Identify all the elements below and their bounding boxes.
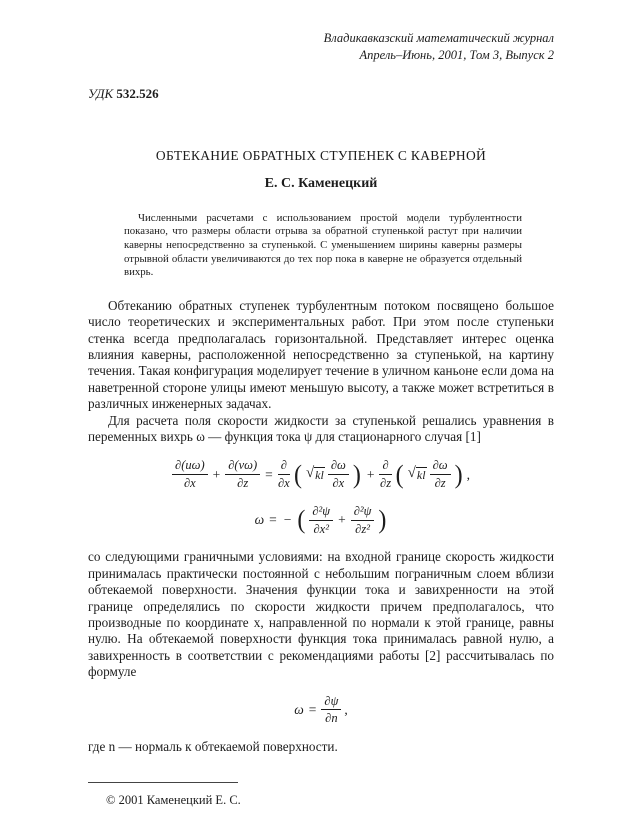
equals-sign: =	[269, 512, 277, 528]
equals-sign: =	[265, 466, 273, 482]
fraction-denominator: ∂n	[325, 711, 338, 726]
omega-symbol: ω	[254, 512, 265, 528]
plus-operator: +	[338, 512, 346, 528]
paper-title: ОБТЕКАНИЕ ОБРАТНЫХ СТУПЕНЕК С КАВЕРНОЙ	[155, 147, 487, 163]
fraction-denominator: ∂z	[434, 476, 446, 491]
fraction	[278, 458, 290, 491]
paragraph-normal-note: где n — нормаль к обтекаемой поверхности.	[88, 739, 338, 755]
fraction-denominator: ∂z²	[355, 521, 370, 536]
fraction-numerator: ∂ω	[430, 458, 451, 475]
left-paren: (	[395, 460, 404, 490]
equation-wall-vorticity	[88, 694, 554, 727]
fraction-denominator: ∂x²	[313, 521, 329, 536]
radicand: kl	[416, 467, 426, 482]
fraction-numerator: ∂ψ	[321, 694, 341, 711]
plus-operator: +	[366, 466, 375, 482]
equation-comma: ,	[466, 466, 470, 482]
right-paren: )	[352, 460, 361, 490]
udk-code	[88, 86, 554, 102]
plus-operator: +	[212, 466, 221, 482]
fraction	[321, 694, 341, 727]
journal-issue: Апрель–Июнь, 2001, Том 3, Выпуск 2	[359, 47, 554, 62]
right-paren: )	[378, 505, 387, 535]
radical-sign: √	[305, 464, 315, 481]
fraction-numerator: ∂(uω)	[172, 458, 208, 475]
author-name: Е. С. Каменецкий	[264, 175, 378, 191]
fraction-denominator: ∂x	[277, 476, 290, 491]
equals-sign: =	[308, 701, 317, 717]
equation-stream-function	[88, 504, 554, 537]
radical-sign: √	[407, 464, 416, 481]
equation-vorticity-transport	[88, 458, 554, 491]
minus-sign: −	[283, 512, 292, 528]
copyright-line: © 2001 Каменецкий Е. С.	[106, 792, 241, 807]
fraction-numerator: ∂ω	[328, 458, 349, 475]
equation-comma: ,	[344, 701, 348, 717]
fraction	[309, 504, 333, 537]
square-root	[407, 464, 427, 483]
radicand: kl	[315, 467, 324, 482]
omega-symbol: ω	[294, 701, 304, 717]
journal-header	[88, 30, 554, 64]
left-paren: (	[293, 460, 302, 490]
paragraph-boundary-conditions: со следующими граничными условиями: на входной границе скорость жидкости принималась практически постоянной с небольшим пограничным слоем вблизи обтекаемой поверхности. Значения функции тока и завихренности на этой границе определялись по скорости жидкости причем предполагалось, что производные по координате x, направленной по нормали к этой границе, равны нулю. На обтекаемой поверхности функция тока принималась равной нулю, а завихренность в соответствии с рекомендациями работы [2] рассчитывалась по формуле	[88, 549, 554, 680]
square-root	[305, 464, 325, 483]
fraction-numerator: ∂(vω)	[225, 458, 260, 475]
fraction-numerator: ∂²ψ	[351, 504, 375, 521]
fraction	[351, 504, 375, 537]
right-paren: )	[454, 460, 463, 490]
left-paren: (	[297, 505, 306, 535]
abstract: Численными расчетами с использованием простой модели турбулентности показано, что размеры области отрыва за обратной ступенькой растут при наличии каверны непосредственно за ступенькой. С уменьшением ширины каверны размеры отрывной области увеличиваются до тех пор пока в каверне не образуется отдельный вихрь.	[124, 211, 522, 279]
footnote-rule	[88, 782, 238, 783]
fraction-denominator: ∂x	[183, 476, 196, 491]
fraction	[172, 458, 208, 491]
journal-name: Владикавказский математический журнал	[323, 31, 554, 45]
fraction-numerator: ∂²ψ	[309, 504, 333, 521]
fraction	[430, 458, 451, 491]
fraction-numerator: ∂	[379, 458, 391, 475]
udk-label: УДК	[88, 85, 114, 101]
paragraph-method: Для расчета поля скорости жидкости за ступенькой решались уравнения в переменных вихрь ω — функция тока ψ для стационарного случая [1]	[88, 412, 554, 444]
page-footer	[88, 782, 554, 808]
fraction-denominator: ∂z	[380, 476, 392, 491]
fraction	[379, 458, 391, 491]
fraction-denominator: ∂x	[332, 476, 345, 491]
fraction	[328, 458, 349, 491]
fraction-numerator: ∂	[278, 458, 290, 475]
paragraph-introduction: Обтеканию обратных ступенек турбулентным потоком посвящено большое число теоретических и экспериментальных работ. При этом после ступеньки стенка всегда предполагалась горизонтальной. Представляет интерес оценка влияния каверны, расположенной непосредственно за ступенькой, на картину течения. Такая конфигурация моделирует течение в уличном каньоне если дома на наветренной стороне улицы имеют меньшую высоту, а также может встретиться в различных инженерных задачах.	[88, 297, 554, 412]
udk-number: 532.526	[116, 85, 159, 101]
fraction	[225, 458, 260, 491]
fraction-denominator: ∂z	[237, 476, 249, 491]
